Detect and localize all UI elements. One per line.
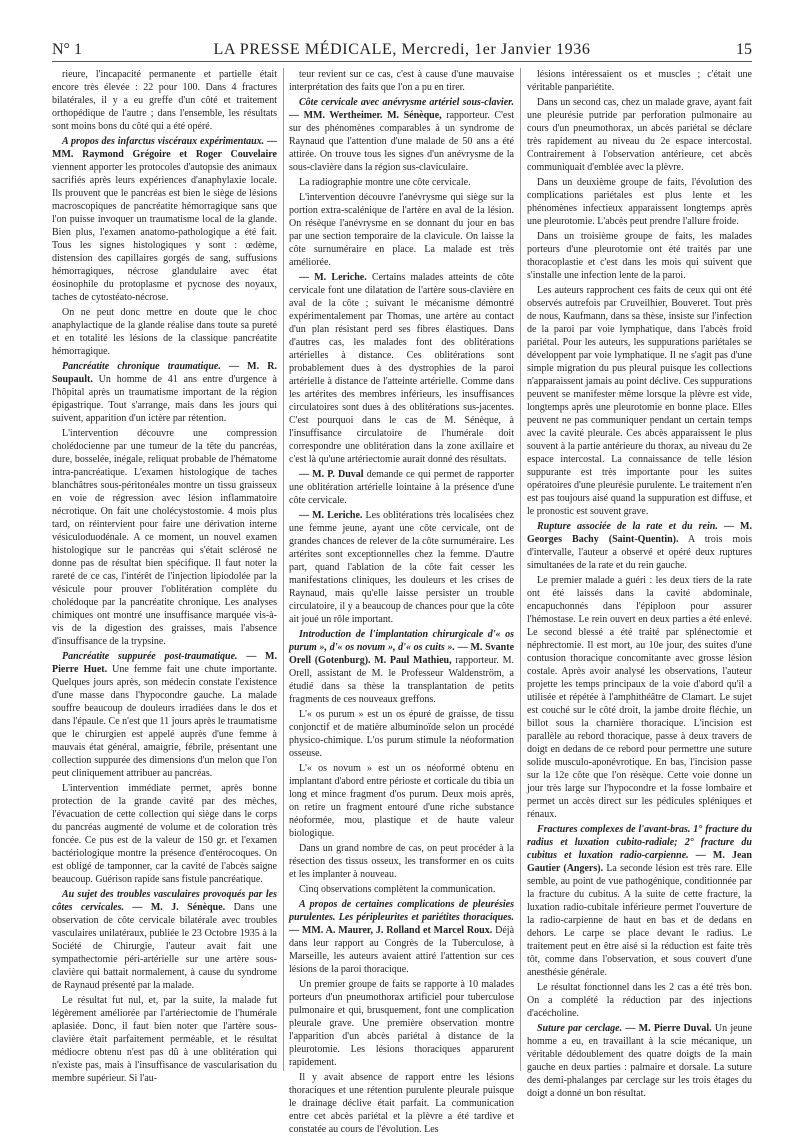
paragraph: [527, 230, 752, 282]
paragraph-text: L'intervention découvre l'anévrysme qui siège sur la portion extra-scalénique de l'artère en aval de la lésion. On résèque l'anévrysme en se donnant du jour en bas par une section temporaire de la clavicule. On laisse la côte surnuméraire en place. La malade est très améliorée.: [289, 192, 514, 268]
section-paragraph: [527, 1022, 752, 1100]
paragraph: [527, 68, 752, 94]
paragraph: [527, 284, 752, 518]
section-title: Fractures complexes de l'avant-bras. 1° fracture du radius et luxation cubito-radiale; 2° fracture du cubitus et luxation radio-carpienne.: [527, 824, 752, 861]
section-paragraph: [289, 898, 514, 976]
paragraph-text: Dans un deuxième groupe de faits, l'évolution des complications pariétales est plus lente et les phénomènes infectieux apparaissent longtemps après une pleurotomie. L'abcès peut prendre l'allure froide.: [527, 177, 752, 227]
paragraph: [527, 981, 752, 1020]
journal-title: LA PRESSE MÉDICALE, Mercredi, 1er Janvier 1936: [213, 41, 591, 58]
paragraph-text: viennent apporter les protocoles d'autopsie des animaux sacrifiés après leurs expériences d'anaphylaxie locale. Ils prouvent que le pancréas est bien le siège de lésions macroscopiques de pancréatite hémorragique sans que l'on puisse invoquer un traumatisme local de la glande. Bien plus, l'examen anatomo-pathologique a été fait. Tous les signes histologiques y sont : œdème, distension des capillaires gorgés de sang, suffusions hémorragiques, nécrose glandulaire avec état éosinophile du protoplasme et pycnose des noyaux, taches de cytostéato-nécrose.: [52, 162, 277, 303]
paragraph: [52, 994, 277, 1085]
paragraph-text: Un homme de 41 ans entre d'urgence à l'hôpital après un traumatisme important de la région épigastrique. Tout s'arrange, mais dans les jours qui suivent, apparition d'un ictère par rétention.: [52, 374, 277, 424]
paragraph: [289, 468, 514, 507]
article-body: [52, 68, 753, 1135]
section-paragraph: [527, 520, 752, 572]
issue-number: N° 1: [52, 41, 82, 58]
column-3: [527, 68, 753, 1099]
paragraph-text: Le résultat fut nul, et, par la suite, la malade fut légèrement améliorée par l'artériectomie de l'humérale aplasiée. Donc, il faut bien noter que l'artère sous-clavière était parfaitement perméable, et le résultat médiocre obtenu n'est pas dû à une oblitération qui n'existe pas, mais à l'insuffisance de vascularisation du membre supérieur. Si l'au-: [52, 995, 277, 1084]
section-paragraph: [52, 888, 277, 992]
paragraph: [527, 96, 752, 174]
paragraph-text: L'« os purum » est un os épuré de graisse, de tissu conjonctif et de matière albuminoïde selon un procédé physico-chimique. L'os purum stimule la néoformation osseuse.: [289, 709, 514, 759]
section-authors: — M. Georges Bachy (Saint-Quentin).: [527, 521, 752, 545]
section-authors: — M. J. Sénèque.: [132, 902, 226, 913]
section-title: Suture par cerclage.: [537, 1023, 623, 1034]
section-authors: — M. P. Duval: [299, 469, 364, 480]
paragraph-text: Il y avait absence de rapport entre les lésions thoraciques et une rétention purulente pleurale puisque le drainage déclive était parfait. La communication entre cet abcès pariétal et la plèvre a été tardive et constatée au cours de l'évolution. Les: [289, 1072, 514, 1135]
paragraph: [52, 427, 277, 648]
paragraph-text: lésions intéressaient os et muscles ; c'était une véritable panpariétite.: [527, 69, 752, 93]
paragraph-text: L'intervention découvre une compression cholédocienne par une tumeur de la tête du pancréas, dure, bosselée, inégale, reliquat probable de l'hématome intra-pancréatique. L'examen histologique de taches blanchâtres sous-péritonéales montre un tissu graisseux en voie de régression avec lésion inflammatoire nécrotique. On fait une cholécystostomie. 4 mois plus tard, on réintervient pour faire une dérivation interne vésiculoduodénale. A ce moment, un nouvel examen histologique sur le pancréas qui s'était sclérosé ne donne pas de résultat bien spécifique. Il faut noter la rareté de ce cas, l'intérêt de l'injection lipiodolée par la vésicule pour prouver l'oblitération complète du cholédoque par la pancréatite chronique. Les analyses chimiques ont montré une insuffisance marquée vis-à-vis de la digestion des graisses, mais l'absence d'insuffisance de la trypsine.: [52, 428, 277, 647]
paragraph-text: Déjà dans leur rapport au Congrès de la Tuberculose, à Marseille, les auteurs avaient attiré l'attention sur ces lésions de la paroi thoracique.: [289, 925, 515, 975]
section-authors: — MM. Raymond Grégoire et Roger Couvelaire: [52, 136, 277, 160]
section-title: Introduction de l'implantation chirurgicale d'« os purum », d'« os novum », d'« os cuits ».: [289, 629, 514, 653]
section-authors: — M. Leriche.: [299, 272, 367, 283]
section-title: Rupture associée de la rate et du rein.: [537, 521, 718, 532]
paragraph: [527, 176, 752, 228]
paragraph-text: On ne peut donc mettre en doute que le choc anaphylactique de la glande réalise dans toute sa pureté et en totalité les lésions de la classique pancréatite hémorragique.: [52, 307, 277, 357]
paragraph-text: demande ce qui permet de rapporter une oblitération artérielle lointaine à la présence d'une côte cervicale.: [289, 469, 514, 506]
paragraph-text: Le résultat fonctionnel dans les 2 cas a été très bon. On a complété la réduction par des injections d'acécholine.: [527, 982, 752, 1019]
paragraph-text: Un jeune homme a eu, en travaillant à la scie mécanique, un véritable dédoublement des quatre doigts de la main gauche en deux parties : palmaire et dorsale. La suture des demi-phalanges par cerclage sur les trois étages du doigt a donné un bon résultat.: [527, 1023, 753, 1099]
paragraph-text: rieure, l'incapacité permanente et partielle était encore très élevée : 22 pour 100. Dans 4 fractures bilatérales, il y a eu greffe d'un côté et traitement orthopédique de l'autre ; dans l'ensemble, les résultats sont moins bons du côté qui a été opéré.: [52, 69, 277, 132]
paragraph-text: Le premier malade a guéri : les deux tiers de la rate ont été laissés dans la cavité abdominale, encapuchonnés dans l'épiploon pour assurer l'hémostase. Le rein ouvert en deux parties a été enlevé. Le second blessé a été traité par splénectomie et néphrectomie. Il est mort, au 10e jour, des suites d'une contusion thoracique concomitante avec grosse lésion costale. Après avoir analysé les observations, l'auteur projette les temps principaux de la voie d'abord qu'il a utilisée et répétée à l'amphithéâtre de Clamart. Le sujet est couché sur le côté droit, la jambe droite fléchie, un billot sous la charnière thoracique. L'incision est parallèle au rebord thoracique, passe à deux travers de doigt en dedans de ce rebord pour permettre une suture solide musculo-aponévrotique. En bas, l'incision passe sur la 12e côte que l'on résèque. Cette voie donne un jour très large sur l'hypocondre et la fosse lombaire et permet un accès direct sur les pédicules spléniques et rénaux.: [527, 575, 752, 820]
paragraph: [289, 191, 514, 269]
page-header: [52, 38, 752, 60]
column-2: [289, 68, 515, 1135]
section-authors: — MM. Wertheimer. M. Sénèque,: [289, 110, 442, 121]
section-paragraph: [289, 628, 514, 706]
section-title: Pancréatite chronique traumatique.: [62, 361, 221, 372]
paragraph-text: Une femme fait une chute importante. Quelques jours après, son médecin constate l'existence d'une masse dans l'hypocondre gauche. La malade souffre beaucoup de douleurs irradiées dans le dos et dans l'épaule. Ce n'est que 11 jours après le traumatisme que le chirurgien est appelé auprès d'une femme à mauvais état général, amaigrie, fébrile, présentant une collection suppurée des dimensions d'un melon que l'on peut cliniquement attribuer au pancréas.: [52, 664, 277, 779]
paragraph: [289, 842, 514, 881]
paragraph: [289, 883, 514, 896]
paragraph: [52, 68, 277, 133]
section-paragraph: [52, 135, 277, 304]
paragraph-text: Cinq observations complètent la communication.: [299, 884, 496, 895]
section-paragraph: [52, 360, 277, 425]
paragraph: [289, 762, 514, 840]
paragraph-text: Dans un grand nombre de cas, on peut procéder à la résection des tissus osseux, les transformer en os cuits et les implanter à nouveau.: [289, 843, 514, 880]
section-authors: — M. Pierre Huet.: [52, 651, 277, 675]
section-title: A propos des infarctus viscéraux expérimentaux.: [62, 136, 265, 147]
paragraph-text: L'intervention immédiate permet, après bonne protection de la grande cavité par des mèches, l'évacuation de cette collection qui siège dans le corps du pancréas augmenté de volume et de coloration très foncée. Ce pus est de la valeur de 150 gr. et l'examen bactériologique montre la présence d'entérocoques. On est obligé de tamponner, car la cavité de l'abcès saigne beaucoup. Guérison rapide sans fistule pancréatique.: [52, 783, 277, 885]
column-1: [52, 68, 278, 1084]
paragraph-text: Dans un troisième groupe de faits, les malades porteurs d'une pleurotomie ont été traités par une thoracoplastie et c'est dans les mois qui suivent que s'installe une infection lente de la paroi.: [527, 231, 752, 281]
paragraph-text: rapporteur. C'est sur des phénomènes comparables à un syndrome de Raynaud que l'attention d'une malade de 50 ans a été attirée. On trouve tous les signes d'un anévrysme de la sous-clavière dans la région sus-claviculaire.: [289, 110, 515, 173]
paragraph: [289, 176, 514, 189]
section-paragraph: [289, 96, 514, 174]
section-authors: — M. Svante Orell (Gotenburg). M. Paul Mathieu,: [289, 642, 515, 666]
section-authors: — M. Jean Gautier (Angers).: [527, 850, 752, 874]
paragraph-text: rapporteur. M. Orell, assistant de M. le Professeur Waldenström, a étudié dans sa thèse la transplantation de petits fragments de ces nouveaux greffons.: [289, 655, 515, 705]
paragraph-text: teur revient sur ce cas, c'est à cause d'une mauvaise interprétation des faits que l'on a pu en tirer.: [289, 69, 514, 93]
paragraph: [289, 978, 514, 1069]
paragraph: [289, 708, 514, 760]
paragraph: [289, 271, 514, 466]
paragraph-text: Dans une observation de côte cervicale bilatérale avec troubles vasculaires unilatéraux, publiée le 23 Octobre 1935 à la Société de Chirurgie, l'auteur avait fait une sympathectomie péri-artérielle sur une artère sous-clavière qui battait normalement, à cause du syndrome de Raynaud présenté par la malade.: [52, 902, 277, 991]
section-paragraph: [527, 823, 752, 979]
section-title: Côte cervicale avec anévrysme artériel sous-clavier.: [299, 97, 514, 108]
header-rule: [52, 61, 752, 62]
paragraph-text: L'« os novum » est un os néoformé obtenu en implantant d'abord entre périoste et corticale du tibia un long et mince fragment d'os purum. Deux mois après, on retire un fragment entouré d'une riche substance néoformée, mou, plastique et de haute valeur biologique.: [289, 763, 514, 839]
section-authors: — M. R. Soupault.: [52, 361, 278, 385]
paragraph-text: Dans un second cas, chez un malade grave, ayant fait une pleurésie putride par perforation pulmonaire au cours d'un pneumothorax, un abcès pariétal se déclare très rapidement au niveau du 2e espace intercostal. Contrairement à l'observation antérieure, cet abcès communiquait d'emblée avec la plèvre.: [527, 97, 752, 173]
section-authors: — M. Leriche.: [299, 510, 363, 521]
section-authors: — M. Pierre Duval.: [625, 1023, 712, 1034]
paragraph-text: La seconde lésion est très rare. Elle semble, au point de vue pathogénique, conditionnée par la fracture du cubitus. A la suite de cette fracture, la luxation radio-cubitale inférieure permet l'ouverture de la radio-carpienne de haut en bas et de dedans en dehors. Le carpe se place devant le radius. Le traitement peut en être aisé si la réduction est faite très tôt, comme dans l'observation, et sous couvert d'une anesthésie générale.: [527, 863, 753, 978]
paragraph-text: A trois mois d'intervalle, l'auteur a observé et opéré deux ruptures simultanées de la rate et du rein gauche.: [527, 534, 752, 571]
paragraph: [289, 68, 514, 94]
paragraph-text: Les auteurs rapprochent ces faits de ceux qui ont été observés autrefois par Cruveilhier, Bouveret. Tout près de nous, Kaufmann, dans sa thèse, insiste sur l'infection de la paroi par voie lymphatique, dans l'abcès froid pariétal. Pour les auteurs, les suppurations pariétales se développent par voie lymphatique. Il ne s'agit pas d'une simple migration du pus pleural puisque les collections n'apparaissent jamais au point déclive. Ces suppurations peuvent se manifester même lorsque la plèvre est vide, longtemps après une pleurotomie en bonne place. Elles peuvent ne pas communiquer pendant un certain temps avec la cavité pleurale. Ces abcès apparaissent le plus souvent à la partie antérieure du thorax, au niveau du 2e espace intercostal. La connaissance de telle lésion suppurante est très importante pour les suites opératoires d'une pleurésie purulente. Le traitement n'en est pas toujours aisé quand la suppuration est diffuse, et le pronostic est souvent grave.: [527, 285, 752, 517]
paragraph-text: La radiographie montre une côte cervicale.: [299, 177, 471, 188]
section-title: Au sujet des troubles vasculaires provoqués par les côtes cervicales.: [52, 889, 277, 913]
section-title: A propos de certaines complications de pleurésies purulentes. Les péripleurites et pariétites thoraciques.: [289, 899, 514, 923]
section-title: Pancréatite suppurée post-traumatique.: [62, 651, 238, 662]
paragraph-text: Un premier groupe de faits se rapporte à 10 malades porteurs d'un pneumothorax artificiel pour tuberculose pulmonaire et qui, brusquement, font une complication pleurale grave. Une première observation montre l'apparition d'un abcès pariétal à distance de la pleurotomie. Les lésions thoraciques apparurent rapidement.: [289, 979, 514, 1068]
paragraph: [52, 782, 277, 886]
paragraph: [289, 1071, 514, 1136]
paragraph-text: Certains malades atteints de côte cervicale font une dilatation de l'artère sous-clavière en aval de la côte ; suivant le mécanisme démontré expérimentalement par Thomas, une artère au contact d'un plan résistant perd ses fibres élastiques. Dans d'autres cas, les malades font des oblitérations artérielles à distance. Ces oblitérations sont probablement dues à des dystrophies de la paroi artérielle à distance de l'atteinte artérielle. Comme dans les artérites des membres inférieurs, les insuffisances circulatoires sont dues à des oblitérations sus-jacentes. C'est pourquoi dans le cas de M. Sénèque, à l'insuffisance circulatoire de l'humérale doit correspondre une oblitération dans la zone axillaire et c'est là qu'une artériectomie aurait donné des résultats.: [289, 272, 514, 465]
section-paragraph: [52, 650, 277, 780]
paragraph: [52, 306, 277, 358]
paragraph: [289, 509, 514, 626]
paragraph-text: Les oblitérations très localisées chez une femme jeune, ayant une côte cervicale, ont de grandes chances de relever de la côte surnuméraire. Les artérites sont exceptionnelles chez la femme. D'autre part, quand l'ablation de la côte fait cesser les manifestations cliniques, les douleurs et les crises de Raynaud, mais qu'elle laisse persister un trouble circulatoire, il y a beaucoup de chances pour que la côte ait joué un rôle important.: [289, 510, 515, 625]
section-authors: — MM. A. Maurer, J. Rolland et Marcel Roux.: [289, 925, 493, 936]
page-number: 15: [736, 41, 752, 58]
paragraph: [527, 574, 752, 821]
